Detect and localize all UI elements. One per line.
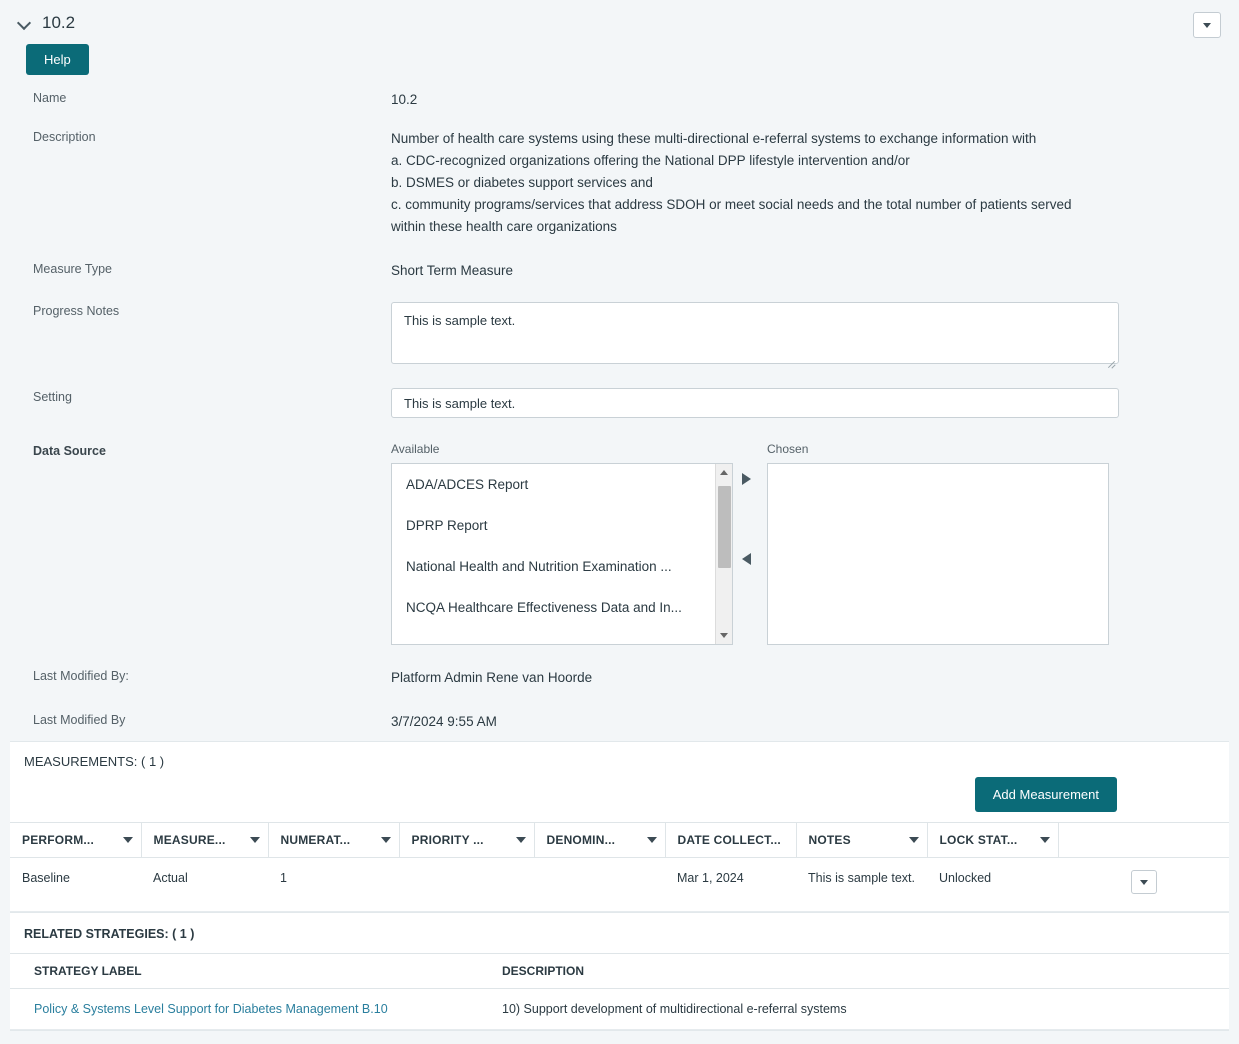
table-row: [10, 989, 1229, 1030]
setting-input[interactable]: [391, 388, 1119, 418]
page-title: 10.2: [42, 13, 76, 32]
column-label: PERFORM...: [22, 833, 95, 847]
arrow-right-icon[interactable]: [742, 473, 751, 485]
measurements-section-title: MEASUREMENTS: ( 1 ): [24, 754, 165, 769]
column-label: DENOMIN...: [546, 833, 616, 847]
cell-actions: [1058, 858, 1229, 912]
chevron-down-icon[interactable]: [516, 837, 526, 843]
column-header-description: DESCRIPTION: [478, 954, 1229, 989]
available-scrollbar[interactable]: [715, 464, 732, 644]
column-header-performance[interactable]: [10, 823, 141, 858]
field-label-data-source: Data Source: [33, 444, 106, 458]
column-header-priority[interactable]: [399, 823, 534, 858]
cell-denominator: [534, 858, 665, 912]
related-strategies-panel: [10, 913, 1229, 1031]
data-source-dual-list: [391, 442, 1109, 645]
field-label-setting: Setting: [33, 390, 72, 404]
dual-list-controls: [733, 461, 767, 643]
available-label: Available: [391, 442, 440, 456]
field-label-last-modified-by: Last Modified By:: [33, 669, 129, 683]
add-measurement-button[interactable]: Add Measurement: [975, 777, 1117, 812]
chevron-down-icon[interactable]: [647, 837, 657, 843]
description-line: Number of health care systems using these multi-directional e-referral systems to exchange information with: [391, 131, 1037, 146]
available-items: [392, 464, 732, 628]
column-label: DATE COLLECT...: [677, 833, 781, 847]
cell-performance: Baseline: [10, 858, 141, 912]
chosen-label: Chosen: [767, 442, 809, 456]
column-label: NUMERAT...: [280, 833, 351, 847]
description-line: within these health care organizations: [391, 219, 617, 234]
chevron-down-icon[interactable]: [909, 837, 919, 843]
measurements-toolbar: [10, 769, 1229, 822]
related-strategies-section-title: RELATED STRATEGIES: ( 1 ): [24, 927, 195, 941]
scrollbar-thumb[interactable]: [718, 486, 731, 568]
field-row-measure-type: [0, 260, 1239, 282]
chevron-down-icon[interactable]: [381, 837, 391, 843]
field-label-measure-type: Measure Type: [33, 262, 112, 276]
column-label: LOCK STAT...: [939, 833, 1018, 847]
column-header-notes[interactable]: [796, 823, 927, 858]
column-header-actions: [1058, 823, 1229, 858]
field-row-last-modified-by: [0, 667, 1239, 689]
field-row-data-source: [0, 442, 1239, 645]
field-row-setting: [0, 388, 1239, 418]
scroll-up-icon[interactable]: [716, 464, 733, 481]
chevron-down-icon[interactable]: [1040, 837, 1050, 843]
table-header-row: [10, 954, 1229, 989]
cell-lock-status: Unlocked: [927, 858, 1058, 912]
description-line: c. community programs/services that address SDOH or meet social needs and the total number of patients served: [391, 197, 1072, 212]
field-value-name: 10.2: [391, 92, 418, 107]
chevron-down-icon[interactable]: [123, 837, 133, 843]
record-header: [0, 0, 1239, 34]
cell-date-collected: Mar 1, 2024: [665, 858, 796, 912]
column-header-date-collected[interactable]: [665, 823, 796, 858]
chevron-down-icon: [1140, 880, 1148, 885]
column-label: PRIORITY ...: [411, 833, 484, 847]
cell-strategy-label: [10, 989, 478, 1030]
chosen-column: [767, 442, 1109, 645]
strategy-link[interactable]: Policy & Systems Level Support for Diabetes Management B.10: [34, 1002, 388, 1016]
progress-notes-textarea[interactable]: [391, 302, 1119, 364]
field-value-measure-type: Short Term Measure: [391, 263, 514, 278]
column-header-numerator[interactable]: [268, 823, 399, 858]
available-column: [391, 442, 733, 645]
column-label: MEASURE...: [153, 833, 226, 847]
list-item[interactable]: ADA/ADCES Report: [406, 477, 529, 492]
available-listbox[interactable]: [391, 463, 733, 645]
chevron-down-icon[interactable]: [18, 16, 32, 30]
measurements-panel: [10, 741, 1229, 913]
field-list: [0, 75, 1239, 733]
description-line: a. CDC-recognized organizations offering the National DPP lifestyle intervention and/or: [391, 153, 910, 168]
list-item[interactable]: DPRP Report: [406, 518, 488, 533]
related-strategies-table: [10, 953, 1229, 1030]
column-header-lock-status[interactable]: [927, 823, 1058, 858]
field-row-progress-notes: [0, 302, 1239, 369]
help-button[interactable]: Help: [26, 44, 89, 75]
field-value-last-modified-date: 3/7/2024 9:55 AM: [391, 714, 497, 729]
field-value-last-modified-by: Platform Admin Rene van Hoorde: [391, 670, 593, 685]
field-label-last-modified-date: Last Modified By: [33, 713, 126, 727]
chosen-listbox[interactable]: [767, 463, 1109, 645]
chevron-down-icon: [1203, 23, 1211, 28]
field-label-name: Name: [33, 91, 67, 105]
field-value-description: [391, 128, 1072, 238]
column-header-measure[interactable]: [141, 823, 268, 858]
table-header-row: [10, 823, 1229, 858]
field-label-description: Description: [33, 130, 96, 144]
cell-numerator: 1: [268, 858, 399, 912]
cell-notes: This is sample text.: [796, 858, 927, 912]
progress-notes-wrapper: [391, 302, 1119, 369]
scroll-down-icon[interactable]: [716, 627, 733, 644]
column-label: NOTES: [808, 833, 851, 847]
field-row-name: [0, 89, 1239, 111]
row-actions-dropdown[interactable]: [1131, 870, 1157, 894]
column-header-strategy-label: STRATEGY LABEL: [10, 954, 478, 989]
cell-priority: [399, 858, 534, 912]
list-item[interactable]: NCQA Healthcare Effectiveness Data and In...: [406, 600, 682, 615]
chevron-down-icon[interactable]: [250, 837, 260, 843]
field-row-last-modified-date: [0, 711, 1239, 733]
cell-measure: Actual: [141, 858, 268, 912]
description-line: b. DSMES or diabetes support services and: [391, 175, 653, 190]
measurements-table: [10, 822, 1229, 912]
table-row: [10, 858, 1229, 912]
column-header-denominator[interactable]: [534, 823, 665, 858]
cell-strategy-description: 10) Support development of multidirectional e-referral systems: [478, 989, 1229, 1030]
field-label-progress-notes: Progress Notes: [33, 304, 120, 318]
record-actions-dropdown[interactable]: [1193, 12, 1221, 38]
arrow-left-icon[interactable]: [742, 553, 751, 565]
field-row-description: [0, 128, 1239, 238]
list-item[interactable]: National Health and Nutrition Examination ...: [406, 559, 672, 574]
